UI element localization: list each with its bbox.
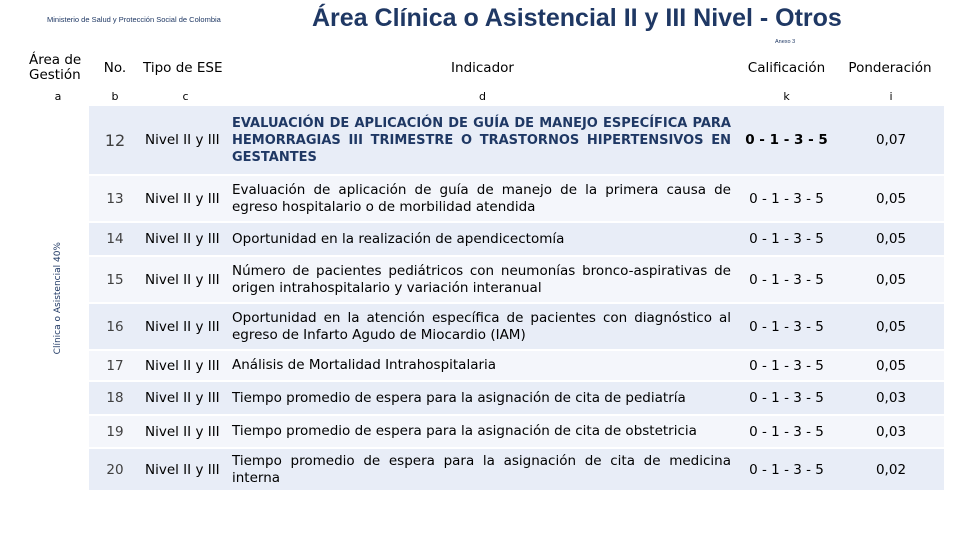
- row-ponderacion: 0,05: [838, 350, 944, 381]
- row-number: 19: [89, 415, 141, 448]
- row-calificacion: 0 - 1 - 3 - 5: [735, 175, 838, 222]
- page-title: Área Clínica o Asistencial II y III Nivel - Otros: [312, 4, 842, 32]
- column-header-calificacion: Calificación: [747, 59, 826, 76]
- row-tipo: Nivel II y III: [141, 448, 230, 491]
- row-calificacion: 0 - 1 - 3 - 5: [735, 350, 838, 381]
- row-indicador: Análisis de Mortalidad Intrahospitalaria: [230, 350, 735, 381]
- row-indicador: EVALUACIÓN DE APLICACIÓN DE GUÍA DE MANEJO ESPECÍFICA PARA HEMORRAGIAS III TRIMESTRE O TRASTORNOS HIPERTENSIVOS EN GESTANTES: [230, 106, 735, 175]
- row-number: 12: [89, 106, 141, 175]
- row-number: 18: [89, 381, 141, 415]
- row-ponderacion: 0,07: [838, 106, 944, 175]
- row-indicador: Número de pacientes pediátricos con neumonías bronco-aspirativas de origen intrahospitalario y variación interanual: [230, 256, 735, 303]
- row-ponderacion: 0,05: [838, 175, 944, 222]
- row-calificacion: 0 - 1 - 3 - 5: [735, 222, 838, 256]
- column-letter-indicador: d: [479, 89, 486, 103]
- row-number: 14: [89, 222, 141, 256]
- ministry-name: Ministerio de Salud y Protección Social de Colombia: [47, 15, 221, 24]
- row-ponderacion: 0,02: [838, 448, 944, 491]
- table-row: [27, 350, 944, 381]
- row-number: 16: [89, 303, 141, 350]
- column-header-ponderacion: Ponderación: [848, 59, 932, 76]
- row-indicador: Tiempo promedio de espera para la asignación de cita de pediatría: [230, 381, 735, 415]
- row-indicador: Evaluación de aplicación de guía de manejo de la primera causa de egreso hospitalario o de morbilidad atendida: [230, 175, 735, 222]
- row-calificacion: 0 - 1 - 3 - 5: [735, 256, 838, 303]
- row-ponderacion: 0,05: [838, 256, 944, 303]
- row-number: 13: [89, 175, 141, 222]
- row-indicador: Oportunidad en la atención específica de pacientes con diagnóstico al egreso de Infarto Agudo de Miocardio (IAM): [230, 303, 735, 350]
- row-number: 20: [89, 448, 141, 491]
- row-calificacion: 0 - 1 - 3 - 5: [735, 303, 838, 350]
- row-indicador: Tiempo promedio de espera para la asignación de cita de medicina interna: [230, 448, 735, 491]
- row-tipo: Nivel II y III: [141, 175, 230, 222]
- row-calificacion: 0 - 1 - 3 - 5: [735, 415, 838, 448]
- column-header-no: No.: [103, 59, 127, 76]
- table-row: [27, 448, 944, 491]
- indicator-table: [27, 50, 944, 492]
- table-row: [27, 256, 944, 303]
- annex-label: Anexo 3: [775, 39, 796, 45]
- row-number: 17: [89, 350, 141, 381]
- table-row: [27, 303, 944, 350]
- area-label: Clínica o Asistencial 40%: [53, 241, 63, 355]
- row-tipo: Nivel II y III: [141, 415, 230, 448]
- row-calificacion: 0 - 1 - 3 - 5: [735, 381, 838, 415]
- row-calificacion: 0 - 1 - 3 - 5: [735, 106, 838, 175]
- column-header-indicador: Indicador: [451, 59, 514, 76]
- row-tipo: Nivel II y III: [141, 381, 230, 415]
- row-ponderacion: 0,05: [838, 303, 944, 350]
- row-tipo: Nivel II y III: [141, 106, 230, 175]
- area-cell: [27, 106, 89, 491]
- column-header-tipo: Tipo de ESE: [143, 59, 223, 76]
- table-row: [27, 106, 944, 175]
- row-tipo: Nivel II y III: [141, 222, 230, 256]
- row-number: 15: [89, 256, 141, 303]
- row-ponderacion: 0,03: [838, 415, 944, 448]
- row-indicador: Tiempo promedio de espera para la asignación de cita de obstetricia: [230, 415, 735, 448]
- column-letter-area: a: [54, 89, 62, 103]
- row-tipo: Nivel II y III: [141, 303, 230, 350]
- column-letter-ponderacion: i: [889, 89, 893, 103]
- table-row: [27, 415, 944, 448]
- row-ponderacion: 0,05: [838, 222, 944, 256]
- row-calificacion: 0 - 1 - 3 - 5: [735, 448, 838, 491]
- column-header-area: Área de Gestión: [29, 52, 82, 83]
- column-letter-tipo: c: [182, 89, 189, 103]
- table-row: [27, 222, 944, 256]
- row-tipo: Nivel II y III: [141, 350, 230, 381]
- column-letter-calificacion: k: [783, 89, 790, 103]
- row-ponderacion: 0,03: [838, 381, 944, 415]
- table-row: [27, 175, 944, 222]
- row-tipo: Nivel II y III: [141, 256, 230, 303]
- row-indicador: Oportunidad en la realización de apendicectomía: [230, 222, 735, 256]
- column-letter-no: b: [111, 89, 119, 103]
- table-row: [27, 381, 944, 415]
